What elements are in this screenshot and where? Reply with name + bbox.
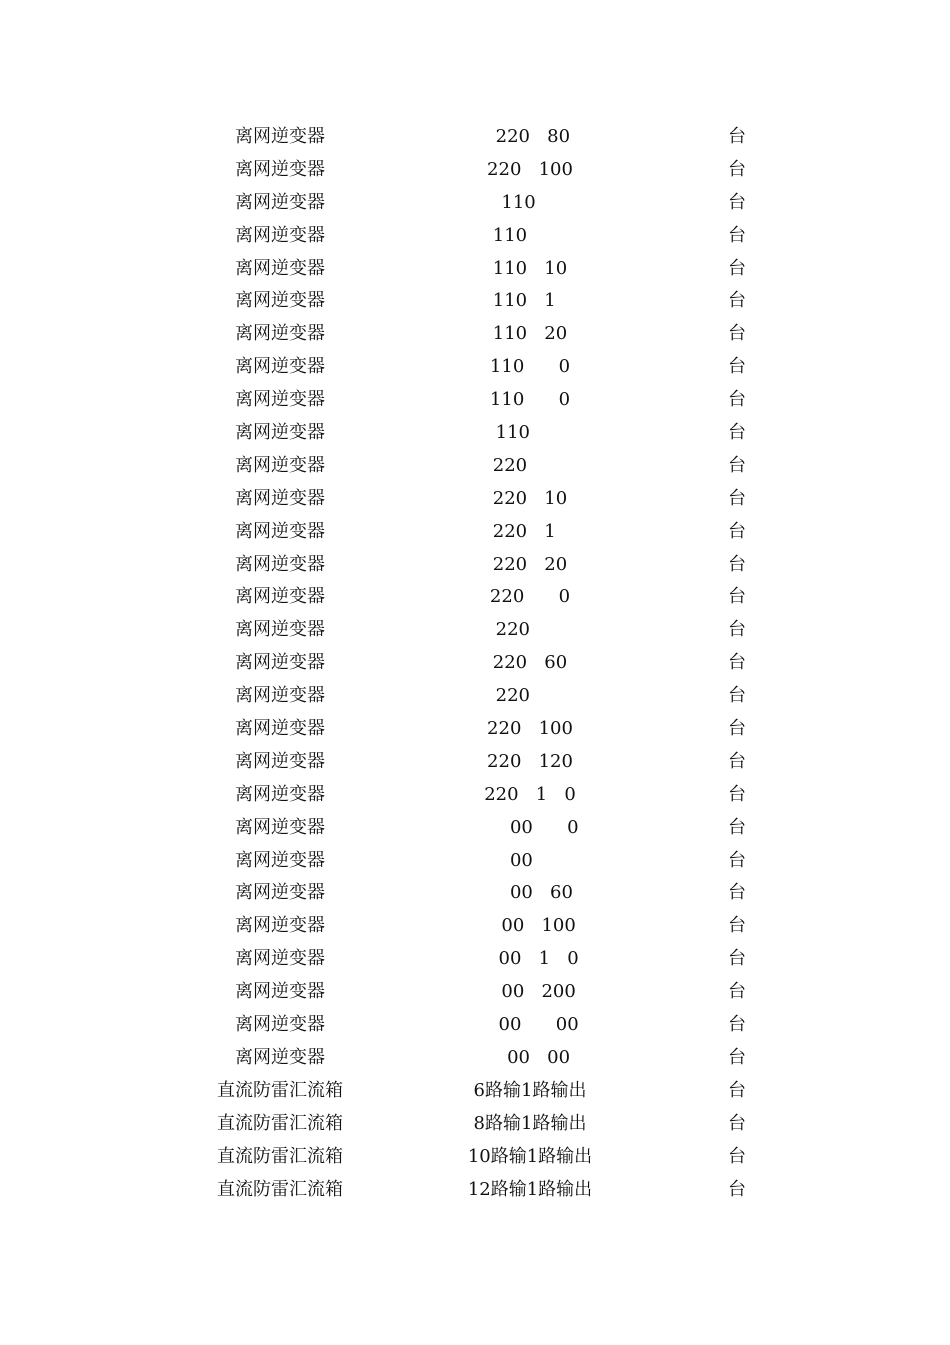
equipment-table — [0, 120, 950, 1205]
product-name-cell: 离网逆变器 — [235, 290, 325, 312]
unit-cell: 台 — [728, 915, 746, 937]
table-row — [0, 909, 950, 942]
table-row — [0, 449, 950, 482]
product-name-cell: 离网逆变器 — [235, 487, 325, 509]
spec-cell: 00 00 — [489, 1046, 571, 1068]
unit-cell: 台 — [728, 849, 746, 871]
unit-cell: 台 — [728, 718, 746, 740]
product-name-cell: 离网逆变器 — [235, 323, 325, 345]
spec-cell: 220 0 — [489, 586, 571, 608]
table-row — [0, 876, 950, 909]
spec-cell: 220 60 — [492, 652, 568, 674]
table-row — [0, 219, 950, 252]
table-row — [0, 1173, 950, 1206]
table-row — [0, 416, 950, 449]
spec-cell: 00 00 — [481, 1014, 579, 1036]
unit-cell: 台 — [728, 422, 746, 444]
spec-cell: 110 0 — [489, 356, 571, 378]
product-name-cell: 离网逆变器 — [235, 849, 325, 871]
spec-cell: 220 100 — [487, 718, 573, 740]
table-row — [0, 1008, 950, 1041]
unit-cell: 台 — [728, 1046, 746, 1068]
product-name-cell: 离网逆变器 — [235, 619, 325, 641]
unit-cell: 台 — [728, 487, 746, 509]
unit-cell: 台 — [728, 520, 746, 542]
spec-cell: 00 0 — [481, 816, 579, 838]
unit-cell: 台 — [728, 290, 746, 312]
spec-cell: 110 — [492, 224, 568, 246]
spec-cell: 220 1 0 — [484, 783, 576, 805]
product-name-cell: 离网逆变器 — [235, 356, 325, 378]
spec-cell: 220 20 — [492, 553, 568, 575]
product-name-cell: 离网逆变器 — [235, 1046, 325, 1068]
spec-cell: 220 100 — [487, 158, 573, 180]
table-row — [0, 317, 950, 350]
spec-cell: 110 1 — [492, 290, 568, 312]
unit-cell: 台 — [728, 126, 746, 147]
product-name-cell: 离网逆变器 — [235, 553, 325, 575]
unit-cell: 台 — [728, 981, 746, 1003]
product-name-cell: 直流防雷汇流箱 — [217, 1145, 343, 1167]
product-name-cell: 离网逆变器 — [235, 915, 325, 937]
table-row — [0, 844, 950, 877]
table-row — [0, 120, 950, 153]
unit-cell: 台 — [728, 685, 746, 707]
table-row — [0, 383, 950, 416]
table-row — [0, 580, 950, 613]
spec-cell: 00 100 — [484, 915, 576, 937]
table-row — [0, 548, 950, 581]
unit-cell: 台 — [728, 454, 746, 476]
table-row — [0, 350, 950, 383]
spec-cell: 220 80 — [489, 126, 571, 147]
spec-cell: 220 — [495, 619, 565, 641]
product-name-cell: 离网逆变器 — [235, 652, 325, 674]
spec-cell: 110 10 — [492, 257, 568, 279]
product-name-cell: 直流防雷汇流箱 — [217, 1178, 343, 1200]
unit-cell: 台 — [728, 1178, 746, 1200]
table-row — [0, 284, 950, 317]
spec-cell: 110 0 — [489, 389, 571, 411]
product-name-cell: 离网逆变器 — [235, 257, 325, 279]
table-row — [0, 1140, 950, 1173]
product-name-cell: 离网逆变器 — [235, 191, 325, 213]
table-row — [0, 712, 950, 745]
unit-cell: 台 — [728, 323, 746, 345]
table-row — [0, 186, 950, 219]
spec-cell: 220 10 — [492, 487, 568, 509]
product-name-cell: 离网逆变器 — [235, 126, 325, 147]
unit-cell: 台 — [728, 553, 746, 575]
unit-cell: 台 — [728, 389, 746, 411]
product-name-cell: 离网逆变器 — [235, 685, 325, 707]
table-row — [0, 482, 950, 515]
product-name-cell: 离网逆变器 — [235, 422, 325, 444]
spec-cell: 220 1 — [492, 520, 568, 542]
table-row — [0, 745, 950, 778]
spec-cell: 110 — [495, 422, 565, 444]
spec-cell: 220 — [492, 454, 568, 476]
product-name-cell: 离网逆变器 — [235, 981, 325, 1003]
product-name-cell: 离网逆变器 — [235, 586, 325, 608]
product-name-cell: 离网逆变器 — [235, 882, 325, 904]
spec-cell: 12路输1路输出 — [467, 1178, 593, 1200]
table-row — [0, 1074, 950, 1107]
unit-cell: 台 — [728, 1145, 746, 1167]
unit-cell: 台 — [728, 948, 746, 970]
product-name-cell: 离网逆变器 — [235, 454, 325, 476]
unit-cell: 台 — [728, 816, 746, 838]
product-name-cell: 直流防雷汇流箱 — [217, 1112, 343, 1134]
spec-cell: 110 — [489, 191, 571, 213]
product-name-cell: 离网逆变器 — [235, 520, 325, 542]
unit-cell: 台 — [728, 586, 746, 608]
unit-cell: 台 — [728, 257, 746, 279]
unit-cell: 台 — [728, 1014, 746, 1036]
table-row — [0, 646, 950, 679]
spec-cell: 220 — [495, 685, 565, 707]
unit-cell: 台 — [728, 783, 746, 805]
unit-cell: 台 — [728, 750, 746, 772]
product-name-cell: 离网逆变器 — [235, 783, 325, 805]
unit-cell: 台 — [728, 191, 746, 213]
spec-cell: 6路输1路输出 — [473, 1079, 587, 1101]
product-name-cell: 离网逆变器 — [235, 1014, 325, 1036]
table-row — [0, 153, 950, 186]
spec-cell: 00 200 — [484, 981, 576, 1003]
product-name-cell: 离网逆变器 — [235, 718, 325, 740]
product-name-cell: 离网逆变器 — [235, 389, 325, 411]
unit-cell: 台 — [728, 619, 746, 641]
table-row — [0, 975, 950, 1008]
product-name-cell: 离网逆变器 — [235, 750, 325, 772]
table-row — [0, 515, 950, 548]
unit-cell: 台 — [728, 1079, 746, 1101]
product-name-cell: 直流防雷汇流箱 — [217, 1079, 343, 1101]
spec-cell: 8路输1路输出 — [473, 1112, 587, 1134]
table-row — [0, 1041, 950, 1074]
spec-cell: 00 1 0 — [481, 948, 579, 970]
spec-cell: 110 20 — [492, 323, 568, 345]
unit-cell: 台 — [728, 158, 746, 180]
table-row — [0, 1107, 950, 1140]
product-name-cell: 离网逆变器 — [235, 224, 325, 246]
table-row — [0, 252, 950, 285]
table-row — [0, 811, 950, 844]
spec-cell: 220 120 — [487, 750, 573, 772]
product-name-cell: 离网逆变器 — [235, 816, 325, 838]
unit-cell: 台 — [728, 652, 746, 674]
spec-cell: 10路输1路输出 — [467, 1145, 593, 1167]
table-row — [0, 613, 950, 646]
table-row — [0, 778, 950, 811]
unit-cell: 台 — [728, 224, 746, 246]
unit-cell: 台 — [728, 1112, 746, 1134]
product-name-cell: 离网逆变器 — [235, 158, 325, 180]
table-row — [0, 942, 950, 975]
product-name-cell: 离网逆变器 — [235, 948, 325, 970]
table-row — [0, 679, 950, 712]
spec-cell: 00 60 — [487, 882, 573, 904]
unit-cell: 台 — [728, 882, 746, 904]
spec-cell: 00 — [492, 849, 568, 871]
unit-cell: 台 — [728, 356, 746, 378]
